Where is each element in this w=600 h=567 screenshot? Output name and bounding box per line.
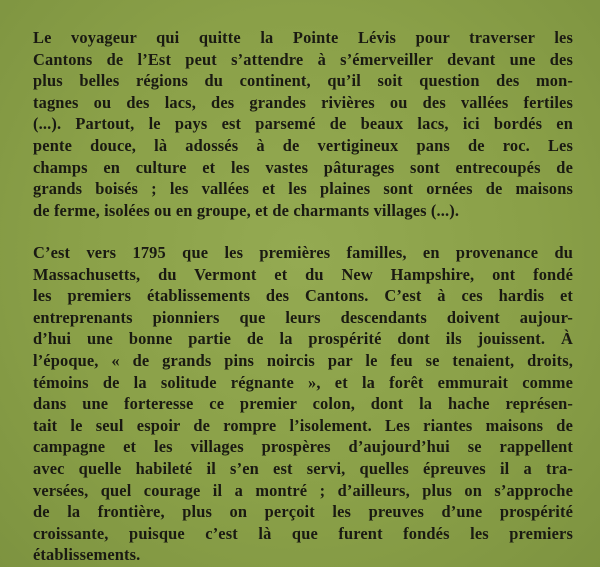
- text-line: plus belles régions du continent, qu’il soit question des mon-: [33, 71, 573, 91]
- text-line: de ferme, isolées ou en groupe, et de charmants villages (...).: [33, 200, 460, 220]
- text-line: dans une forteresse ce premier colon, dont la hache représen-: [33, 394, 573, 414]
- paragraph-1: [33, 27, 573, 221]
- text-line: versées, quel courage il a montré ; d’ailleurs, plus on s’approche: [33, 480, 573, 500]
- text-line: avec quelle habileté il s’en est servi, quelles épreuves il a tra-: [33, 458, 573, 478]
- text-line: de la frontière, plus on perçoit les preuves d’une prospérité: [33, 502, 573, 522]
- text-line: Massachusetts, du Vermont et du New Hampshire, ont fondé: [33, 264, 573, 284]
- text-line: l’époque, « de grands pins noircis par le feu se tenaient, droits,: [33, 350, 573, 370]
- text-line: les premiers établissements des Cantons. C’est à ces hardis et: [33, 286, 573, 306]
- text-line: (...). Partout, le pays est parsemé de beaux lacs, ici bordés en: [33, 114, 573, 134]
- text-line: campagne et les villages prospères d’aujourd’hui se rappellent: [33, 437, 573, 457]
- text-line: pente douce, là adossés à de vertigineux pans de roc. Les: [33, 135, 573, 155]
- text-line: C’est vers 1795 que les premières familles, en provenance du: [33, 243, 573, 262]
- text-line: tait le seul espoir de rompre l’isolement. Les riantes maisons de: [33, 415, 573, 435]
- text-line: grands boisés ; les vallées et les plaines sont ornées de maisons: [33, 179, 573, 199]
- text-line: établissements.: [33, 545, 141, 565]
- text-line: Cantons de l’Est peut s’attendre à s’émerveiller devant une des: [33, 49, 573, 69]
- text-line: témoins de la solitude régnante », et la forêt emmurait comme: [33, 372, 573, 392]
- text-line: Le voyageur qui quitte la Pointe Lévis pour traverser les: [33, 28, 573, 47]
- text-line: d’hui une bonne partie de la prospérité dont ils jouissent. À: [33, 329, 573, 349]
- text-line: tagnes ou des lacs, des grandes rivières ou des vallées fertiles: [33, 92, 573, 112]
- text-line: entreprenants pionniers que leurs descendants doivent aujour-: [33, 307, 573, 327]
- text-line: croissante, puisque c’est là que furent fondés les premiers: [33, 523, 573, 543]
- text-line: champs en culture et les vastes pâturages sont entrecoupés de: [33, 157, 573, 177]
- paragraph-2: [33, 242, 573, 566]
